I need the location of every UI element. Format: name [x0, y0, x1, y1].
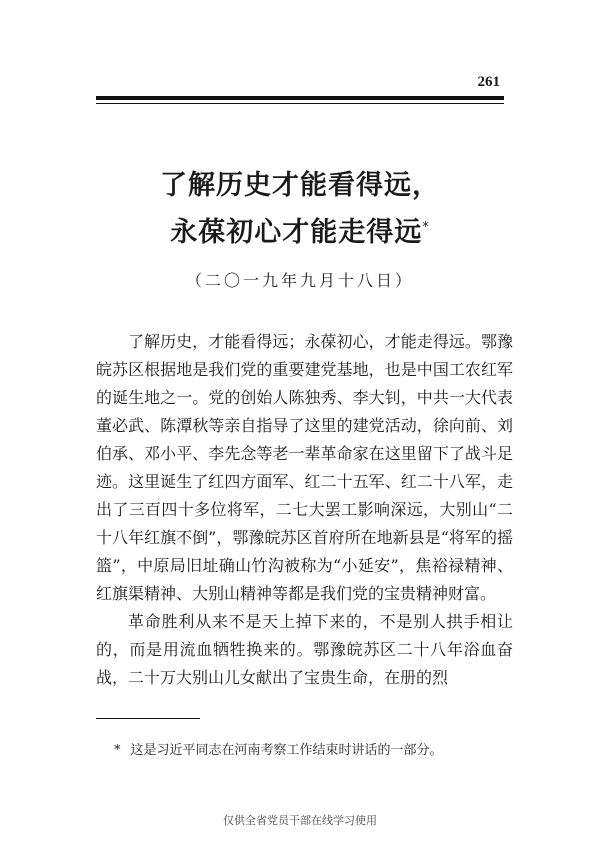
- header-rule-thick: [96, 96, 504, 100]
- bottom-note: 仅供全省党员干部在线学习使用: [223, 814, 377, 827]
- footnote: [114, 739, 443, 758]
- title-line-1: 了解历史才能看得远，: [160, 170, 440, 201]
- footnote-rule: [96, 718, 200, 719]
- paragraph-1: 了解历史，才能看得远；永葆初心，才能走得远。鄂豫皖苏区根据地是我们党的重要建党基地，也是中国工农红军的诞生地之一。党的创始人陈独秀、李大钊，中共一大代表董必武、陈潭秋等亲自指导了这里的建党活动，徐向前、刘伯承、邓小平、李先念等老一辈革命家在这里留下了战斗足迹。这里诞生了红四方面军、红二十五军、红二十八军，走出了三百四十多位将军，二七大罢工影响深远，大别山“二十八年红旗不倒”，鄂豫皖苏区首府所在地新县是“将军的摇篮”，中原局旧址确山竹沟被称为“小延安”，焦裕禄精神、红旗渠精神、大别山精神等都是我们党的宝贵精神财富。: [96, 332, 513, 603]
- footnote-mark: *: [114, 743, 121, 758]
- paragraph-2: 革命胜利从来不是天上掉下来的，不是别人拱手相让的，而是用流血牺牲换来的。鄂豫皖苏区二十八年浴血奋战，二十万大别山儿女献出了宝贵生命，在册的烈: [96, 612, 513, 687]
- article-date: （二〇一九年九月十八日）: [185, 271, 414, 290]
- title-footnote-mark: *: [422, 220, 430, 235]
- title-line-2: 永葆初心才能走得远: [170, 217, 423, 248]
- body-text: [96, 328, 513, 692]
- article-title: [96, 165, 504, 254]
- page-number: 261: [477, 74, 500, 90]
- title-line-2-wrap: [96, 207, 504, 254]
- header-rule-thin: [96, 103, 504, 104]
- footnote-text: 这是习近平同志在河南考察工作结束时讲话的一部分。: [130, 743, 443, 758]
